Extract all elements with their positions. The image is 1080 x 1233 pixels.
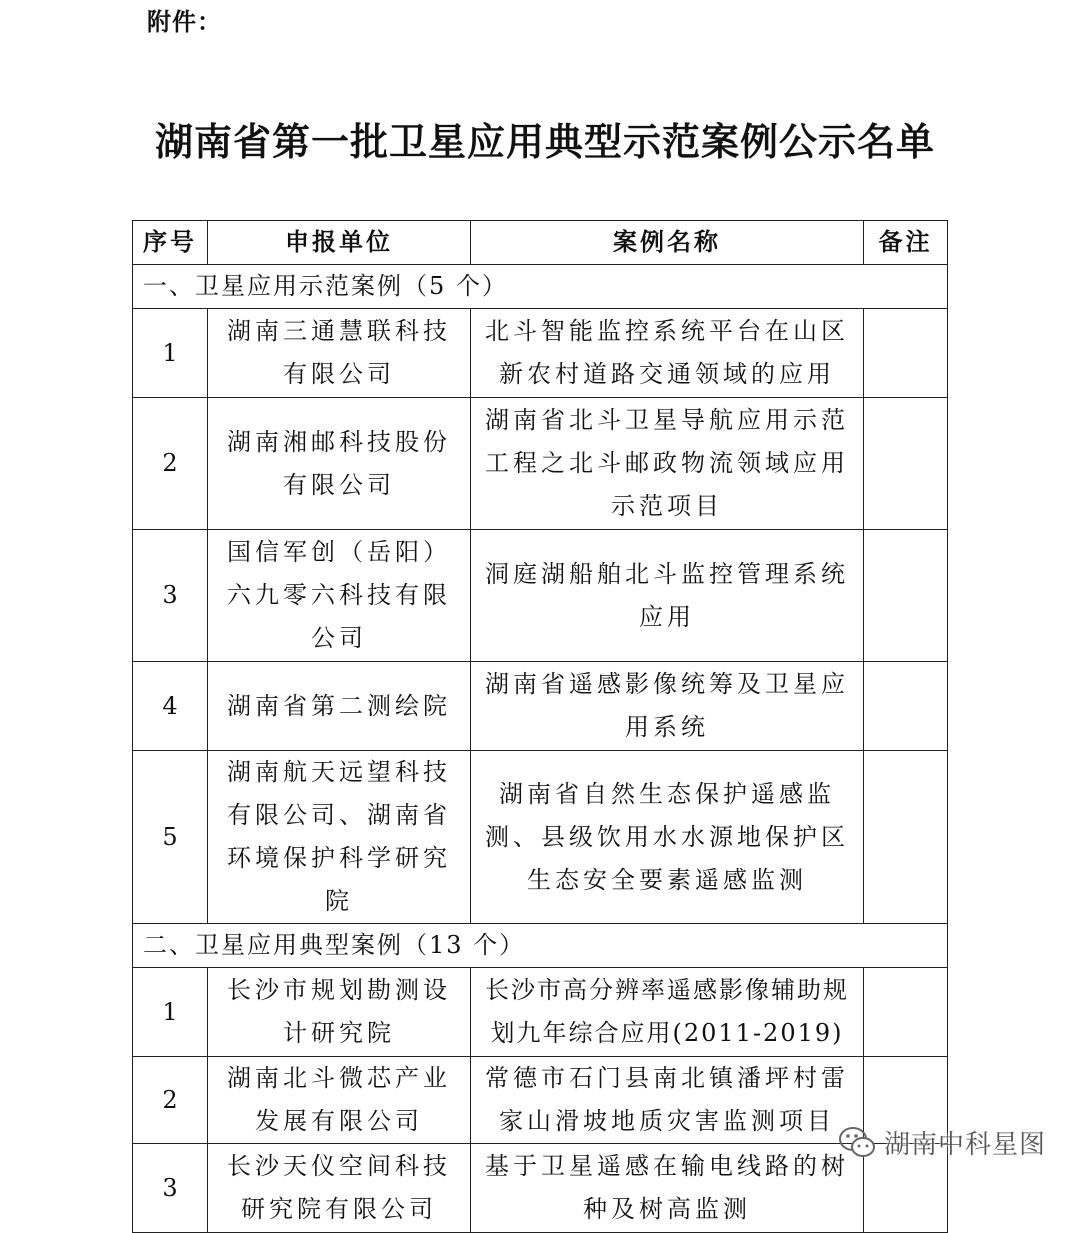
table-row (133, 751, 948, 924)
column-header-case: 案例名称 (471, 221, 864, 265)
row-note (864, 751, 948, 924)
table-row (133, 1057, 948, 1144)
row-number: 3 (133, 1144, 208, 1233)
row-number: 2 (133, 398, 208, 530)
row-unit: 湖南北斗微芯产业发展有限公司 (208, 1057, 471, 1144)
section-row (133, 924, 948, 968)
table-row (133, 398, 948, 530)
row-case: 湖南省遥感影像统筹及卫星应用系统 (471, 662, 864, 751)
column-header-number: 序号 (133, 221, 208, 265)
table-row (133, 968, 948, 1057)
row-note (864, 398, 948, 530)
row-note (864, 662, 948, 751)
table-row (133, 1144, 948, 1233)
row-case: 常德市石门县南北镇潘坪村雷家山滑坡地质灾害监测项目 (471, 1057, 864, 1144)
row-unit: 湖南省第二测绘院 (208, 662, 471, 751)
section-row (133, 265, 948, 309)
page-title: 湖南省第一批卫星应用典型示范案例公示名单 (154, 120, 935, 164)
column-header-note: 备注 (864, 221, 948, 265)
wechat-icon (838, 1126, 876, 1160)
column-header-unit: 申报单位 (208, 221, 471, 265)
row-unit: 湖南三通慧联科技有限公司 (208, 309, 471, 398)
watermark (838, 1124, 1046, 1161)
row-case: 洞庭湖船舶北斗监控管理系统应用 (471, 530, 864, 662)
row-unit: 长沙天仪空间科技研究院有限公司 (208, 1144, 471, 1233)
section-heading: 二、卫星应用典型案例（13 个） (133, 924, 948, 968)
row-note (864, 530, 948, 662)
row-number: 1 (133, 968, 208, 1057)
table-row (133, 309, 948, 398)
row-unit: 湖南湘邮科技股份有限公司 (208, 398, 471, 530)
row-number: 1 (133, 309, 208, 398)
row-case: 北斗智能监控系统平台在山区新农村道路交通领域的应用 (471, 309, 864, 398)
row-case: 湖南省北斗卫星导航应用示范工程之北斗邮政物流领域应用示范项目 (471, 398, 864, 530)
table-header-row (133, 221, 948, 265)
table-row (133, 530, 948, 662)
row-case: 基于卫星遥感在输电线路的树种及树高监测 (471, 1144, 864, 1233)
row-unit: 长沙市规划勘测设计研究院 (208, 968, 471, 1057)
row-case: 长沙市高分辨率遥感影像辅助规划九年综合应用(2011-2019) (471, 968, 864, 1057)
table-row (133, 662, 948, 751)
section-heading: 一、卫星应用示范案例（5 个） (133, 265, 948, 309)
row-number: 4 (133, 662, 208, 751)
case-list-table (132, 220, 948, 1233)
watermark-text: 湖南中科星图 (884, 1130, 1047, 1160)
row-number: 3 (133, 530, 208, 662)
row-note (864, 309, 948, 398)
row-case: 湖南省自然生态保护遥感监测、县级饮用水水源地保护区生态安全要素遥感监测 (471, 751, 864, 924)
row-note (864, 968, 948, 1057)
row-number: 2 (133, 1057, 208, 1144)
row-unit: 湖南航天远望科技有限公司、湖南省环境保护科学研究院 (208, 751, 471, 924)
attachment-label: 附件： (147, 8, 222, 36)
row-unit: 国信军创（岳阳）六九零六科技有限公司 (208, 530, 471, 662)
row-number: 5 (133, 751, 208, 924)
